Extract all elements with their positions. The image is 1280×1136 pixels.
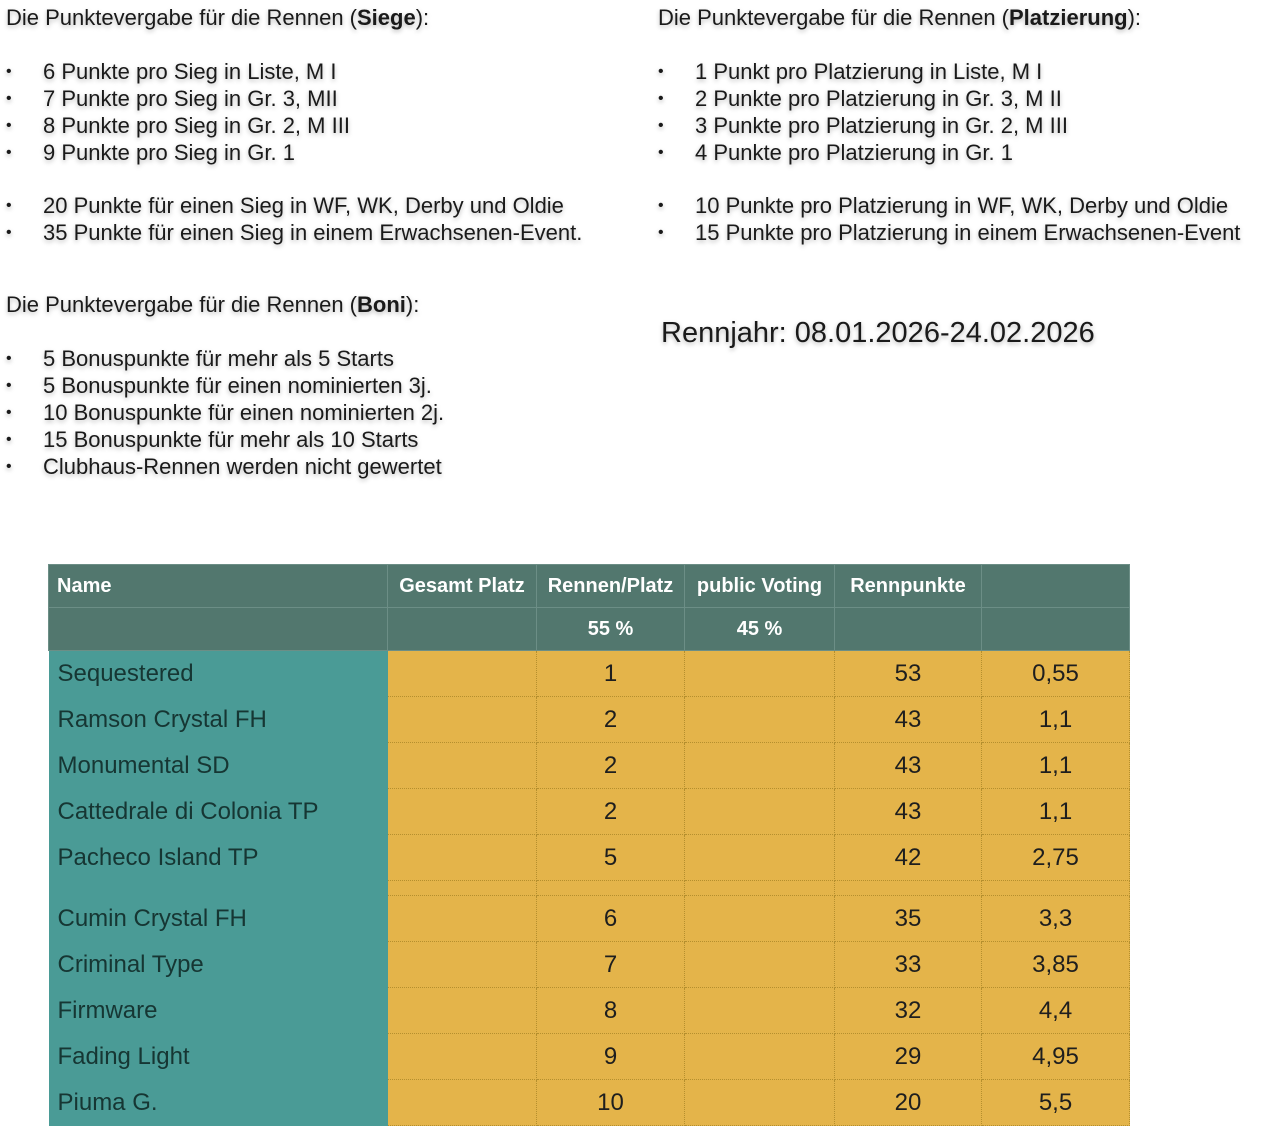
- list-item: • 3 Punkte pro Platzierung in Gr. 2, M III: [658, 112, 1240, 139]
- cell-public-voting: [685, 1034, 835, 1080]
- subheader-voting-weight: 45 %: [685, 608, 835, 651]
- header-gesamt-platz: Gesamt Platz: [388, 565, 537, 608]
- cell-rennen-platz: 6: [537, 896, 685, 942]
- cell-name: Firmware: [49, 988, 388, 1034]
- boni-section: [6, 292, 444, 480]
- cell-gesamt-platz: [388, 1080, 537, 1126]
- cell-name: Piuma G.: [49, 1080, 388, 1126]
- header-rennpunkte: Rennpunkte: [835, 565, 982, 608]
- cell-rennen-platz: [537, 881, 685, 896]
- cell-rennpunkte: 42: [835, 835, 982, 881]
- list-item: • 4 Punkte pro Platzierung in Gr. 1: [658, 139, 1240, 166]
- list-item: • 7 Punkte pro Sieg in Gr. 3, MII: [6, 85, 582, 112]
- siege-section: [6, 5, 582, 246]
- score-table: [48, 564, 1130, 1126]
- cell-wert: 4,95: [982, 1034, 1130, 1080]
- table-row: [49, 835, 1130, 881]
- cell-wert: 5,5: [982, 1080, 1130, 1126]
- cell-public-voting: [685, 881, 835, 896]
- platzierung-list: [658, 58, 1240, 246]
- cell-public-voting: [685, 835, 835, 881]
- platzierung-heading: Die Punktevergabe für die Rennen (Platzierung):: [658, 5, 1142, 30]
- cell-rennpunkte: [835, 881, 982, 896]
- cell-rennpunkte: 43: [835, 697, 982, 743]
- cell-name: Ramson Crystal FH: [49, 697, 388, 743]
- table-row: [49, 651, 1130, 697]
- cell-rennpunkte: 35: [835, 896, 982, 942]
- table-row: [49, 1080, 1130, 1126]
- cell-rennpunkte: 53: [835, 651, 982, 697]
- table-row: [49, 789, 1130, 835]
- cell-wert: 3,3: [982, 896, 1130, 942]
- cell-gesamt-platz: [388, 743, 537, 789]
- cell-rennen-platz: 1: [537, 651, 685, 697]
- list-item: • 2 Punkte pro Platzierung in Gr. 3, M II: [658, 85, 1240, 112]
- cell-wert: 2,75: [982, 835, 1130, 881]
- cell-rennen-platz: 2: [537, 697, 685, 743]
- cell-rennen-platz: 8: [537, 988, 685, 1034]
- cell-public-voting: [685, 896, 835, 942]
- cell-rennpunkte: 20: [835, 1080, 982, 1126]
- header-public-voting: public Voting: [685, 565, 835, 608]
- subheader-name: [49, 608, 388, 651]
- cell-name: Fading Light: [49, 1034, 388, 1080]
- cell-public-voting: [685, 789, 835, 835]
- cell-rennen-platz: 9: [537, 1034, 685, 1080]
- cell-wert: [982, 881, 1130, 896]
- cell-gesamt-platz: [388, 942, 537, 988]
- cell-name: Pacheco Island TP: [49, 835, 388, 881]
- list-item: • 35 Punkte für einen Sieg in einem Erwachsenen-Event.: [6, 219, 582, 246]
- header-empty: [982, 565, 1130, 608]
- cell-public-voting: [685, 651, 835, 697]
- cell-gesamt-platz: [388, 835, 537, 881]
- cell-gesamt-platz: [388, 881, 537, 896]
- table-subheader-row: [49, 608, 1130, 651]
- cell-wert: 1,1: [982, 789, 1130, 835]
- table-row: [49, 697, 1130, 743]
- cell-rennen-platz: 10: [537, 1080, 685, 1126]
- siege-heading: Die Punktevergabe für die Rennen (Siege):: [6, 5, 430, 30]
- cell-gesamt-platz: [388, 789, 537, 835]
- boni-list: [6, 345, 444, 480]
- cell-public-voting: [685, 697, 835, 743]
- rennjahr-label: Rennjahr: 08.01.2026-24.02.2026: [661, 317, 1095, 349]
- cell-gesamt-platz: [388, 651, 537, 697]
- cell-rennen-platz: 2: [537, 743, 685, 789]
- header-name: Name: [49, 565, 388, 608]
- cell-gesamt-platz: [388, 988, 537, 1034]
- cell-name: [49, 881, 388, 896]
- cell-name: Cumin Crystal FH: [49, 896, 388, 942]
- table-row: [49, 988, 1130, 1034]
- subheader-empty: [982, 608, 1130, 651]
- list-item: • 1 Punkt pro Platzierung in Liste, M I: [658, 58, 1240, 85]
- cell-wert: 3,85: [982, 942, 1130, 988]
- cell-rennen-platz: 2: [537, 789, 685, 835]
- cell-rennen-platz: 7: [537, 942, 685, 988]
- cell-name: Cattedrale di Colonia TP: [49, 789, 388, 835]
- siege-list: [6, 58, 582, 246]
- boni-heading: Die Punktevergabe für die Rennen (Boni):: [6, 292, 420, 317]
- list-item: • 15 Bonuspunkte für mehr als 10 Starts: [6, 426, 444, 453]
- cell-name: Monumental SD: [49, 743, 388, 789]
- table-row: [49, 743, 1130, 789]
- list-item: • 6 Punkte pro Sieg in Liste, M I: [6, 58, 582, 85]
- cell-wert: 4,4: [982, 988, 1130, 1034]
- list-item: • 5 Bonuspunkte für einen nominierten 3j.: [6, 372, 444, 399]
- cell-name: Sequestered: [49, 651, 388, 697]
- cell-rennen-platz: 5: [537, 835, 685, 881]
- list-item: • 5 Bonuspunkte für mehr als 5 Starts: [6, 345, 444, 372]
- list-item: • 9 Punkte pro Sieg in Gr. 1: [6, 139, 582, 166]
- list-item: • 10 Bonuspunkte für einen nominierten 2j.: [6, 399, 444, 426]
- cell-public-voting: [685, 942, 835, 988]
- cell-rennpunkte: 43: [835, 789, 982, 835]
- table-body: [49, 651, 1130, 1126]
- platzierung-section: [658, 5, 1240, 246]
- cell-gesamt-platz: [388, 1034, 537, 1080]
- table-spacer-row: [49, 881, 1130, 896]
- cell-public-voting: [685, 988, 835, 1034]
- cell-rennpunkte: 29: [835, 1034, 982, 1080]
- list-item: • 15 Punkte pro Platzierung in einem Erwachsenen-Event: [658, 219, 1240, 246]
- cell-name: Criminal Type: [49, 942, 388, 988]
- cell-rennpunkte: 33: [835, 942, 982, 988]
- list-item: • 8 Punkte pro Sieg in Gr. 2, M III: [6, 112, 582, 139]
- header-rennen-platz: Rennen/Platz: [537, 565, 685, 608]
- cell-public-voting: [685, 1080, 835, 1126]
- table-row: [49, 896, 1130, 942]
- cell-rennpunkte: 43: [835, 743, 982, 789]
- subheader-rennpunkte: [835, 608, 982, 651]
- cell-rennpunkte: 32: [835, 988, 982, 1034]
- cell-wert: 1,1: [982, 697, 1130, 743]
- table-row: [49, 1034, 1130, 1080]
- cell-wert: 1,1: [982, 743, 1130, 789]
- list-item: • 20 Punkte für einen Sieg in WF, WK, Derby und Oldie: [6, 192, 582, 219]
- table-header-row: [49, 565, 1130, 608]
- list-item: • 10 Punkte pro Platzierung in WF, WK, Derby und Oldie: [658, 192, 1240, 219]
- subheader-rennen-weight: 55 %: [537, 608, 685, 651]
- cell-gesamt-platz: [388, 896, 537, 942]
- subheader-gesamt-platz: [388, 608, 537, 651]
- list-item: • Clubhaus-Rennen werden nicht gewertet: [6, 453, 444, 480]
- cell-wert: 0,55: [982, 651, 1130, 697]
- cell-public-voting: [685, 743, 835, 789]
- table-row: [49, 942, 1130, 988]
- cell-gesamt-platz: [388, 697, 537, 743]
